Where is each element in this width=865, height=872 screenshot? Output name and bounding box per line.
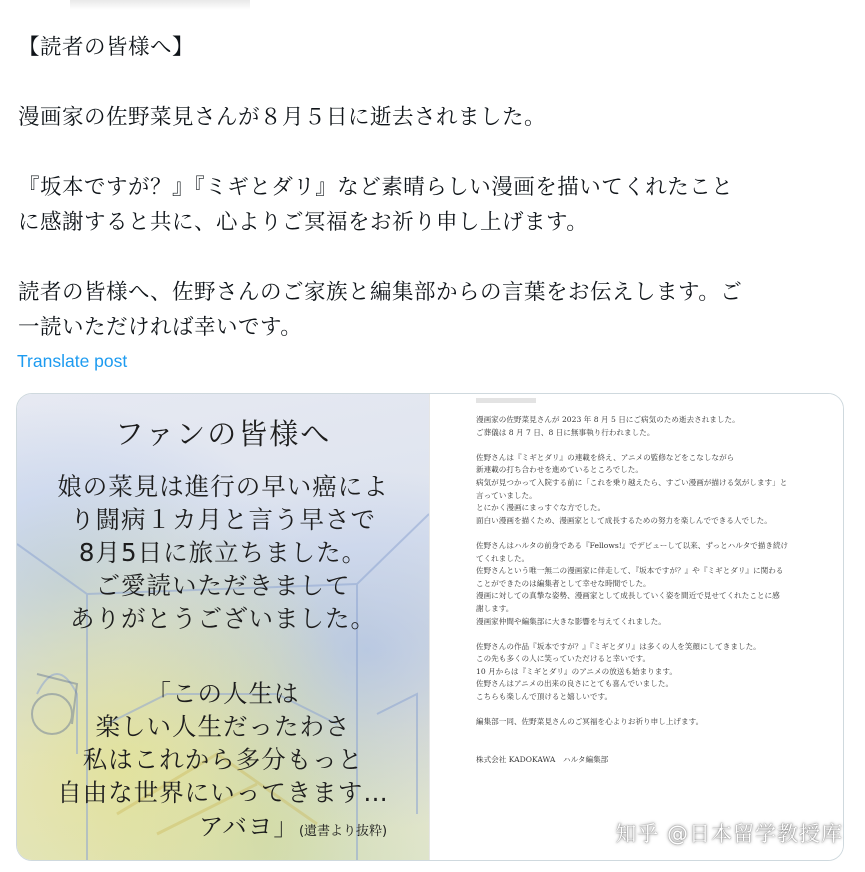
statement-line: 面白い漫画を描くため、漫画家として成長するための努力を楽しんでできる人でした。 [476, 515, 772, 525]
post-text [18, 30, 848, 345]
post-media[interactable] [16, 393, 844, 861]
doc-heading-cropped [476, 398, 536, 403]
message-line: り闘病１カ月と言う早さで [70, 505, 376, 534]
statement-line: 新連載の打ち合わせを進めているところでした。 [476, 465, 643, 475]
message-line: ありがとうございました。 [70, 604, 376, 633]
post-line: に感謝すると共に、心よりご冥福をお祈り申し上げます。 [18, 210, 589, 235]
family-message-image[interactable] [17, 394, 429, 860]
statement-line: 佐野さんという唯一無二の漫画家に伴走して、『坂本ですが？』や『ミギとダリ』に関わる [476, 566, 784, 576]
post-line: 読者の皆様へ、佐野さんのご家族と編集部からの言葉をお伝えします。ご [18, 280, 743, 305]
message-line: 娘の菜見は進行の早い癌によ [57, 472, 389, 501]
quote-line: 自由な世界にいってきます… [57, 778, 389, 807]
statement-signature: 株式会社 KADOKAWA ハルタ編集部 [476, 755, 609, 765]
translate-post-link[interactable]: Translate post [17, 351, 128, 371]
statement-line: てくれました。 [476, 553, 530, 563]
quote-line: 「この人生は [146, 679, 300, 708]
statement-line: 佐野さんはアニメの出来の良さにとても喜んでいました。 [476, 679, 674, 689]
statement-line: 漫画家の佐野菜見さんが 2023 年 8 月 5 日にご病気のため逝去されました。 [476, 415, 740, 424]
statement-line: ご葬儀は 8 月 7 日、8 日に無事執り行われました。 [476, 427, 655, 437]
post-line: 『坂本ですが？』『ミギとダリ』など素晴らしい漫画を描いてくれたこと [18, 175, 734, 200]
statement-line: 編集部一同、佐野菜見さんのご冥福を心よりお祈り申し上げます。 [476, 717, 704, 727]
post-line: 一読いただければ幸いです。 [18, 315, 303, 340]
quote-line: 楽しい人生だったわさ [95, 712, 351, 741]
statement-line: 10 月からは『ミギとダリ』のアニメの放送も始まります。 [476, 666, 677, 676]
statement-line: 佐野さんの作品『坂本ですが？』『ミギとダリ』は多くの人を笑顔にしてきました。 [476, 641, 761, 651]
statement-line: 病気が見つかって入院する前に「これを乗り越えたら、すごい漫画が描ける気がします」と [476, 477, 788, 487]
statement-line: 言っていました。 [476, 490, 537, 500]
source-watermark: 知乎 @日本留学教授库 [615, 822, 843, 846]
editorial-statement-image[interactable] [429, 394, 843, 860]
quote-line: 私はこれから多分もっと [82, 745, 364, 774]
excerpt-note: (遺書より抜粋) [298, 824, 388, 839]
statement-line: 漫画に対しての真摯な姿勢、漫画家として成長していく姿を間近で見せてくれたことに感 [476, 591, 780, 601]
statement-text [476, 414, 816, 767]
message-line: 8月5日に旅立ちました。 [78, 538, 368, 567]
image-title: ファンの皆様へ [114, 417, 332, 451]
quote-end: アバヨ」 [198, 812, 299, 841]
statement-line: こちらも楽しんで頂けると嬉しいです。 [476, 692, 613, 702]
previous-content-edge [70, 0, 250, 10]
statement-line: ことができたのは編集者として幸せな時間でした。 [476, 578, 651, 588]
message-line: ご愛読いただきまして [95, 571, 351, 600]
post-line: 漫画家の佐野菜見さんが８月５日に逝去されました。 [18, 105, 547, 130]
statement-line: この先も多くの人に笑っていただけると幸いです。 [476, 654, 651, 664]
quote-line-last [87, 808, 429, 843]
statement-line: とにかく漫画にまっすぐな方でした。 [476, 503, 606, 513]
statement-line: 漫画家仲間や編集部に大きな影響を与えてくれました。 [476, 616, 666, 626]
statement-line: 佐野さんは『ミギとダリ』の連載を終え、アニメの監修などをこなしながら [476, 452, 735, 462]
statement-line: 佐野さんはハルタの前身である『Fellows!』でデビューして以来、ずっとハルタで描き続け [476, 540, 789, 550]
post-heading: 【読者の皆様へ】 [18, 35, 195, 60]
statement-line: 謝します。 [476, 603, 514, 613]
